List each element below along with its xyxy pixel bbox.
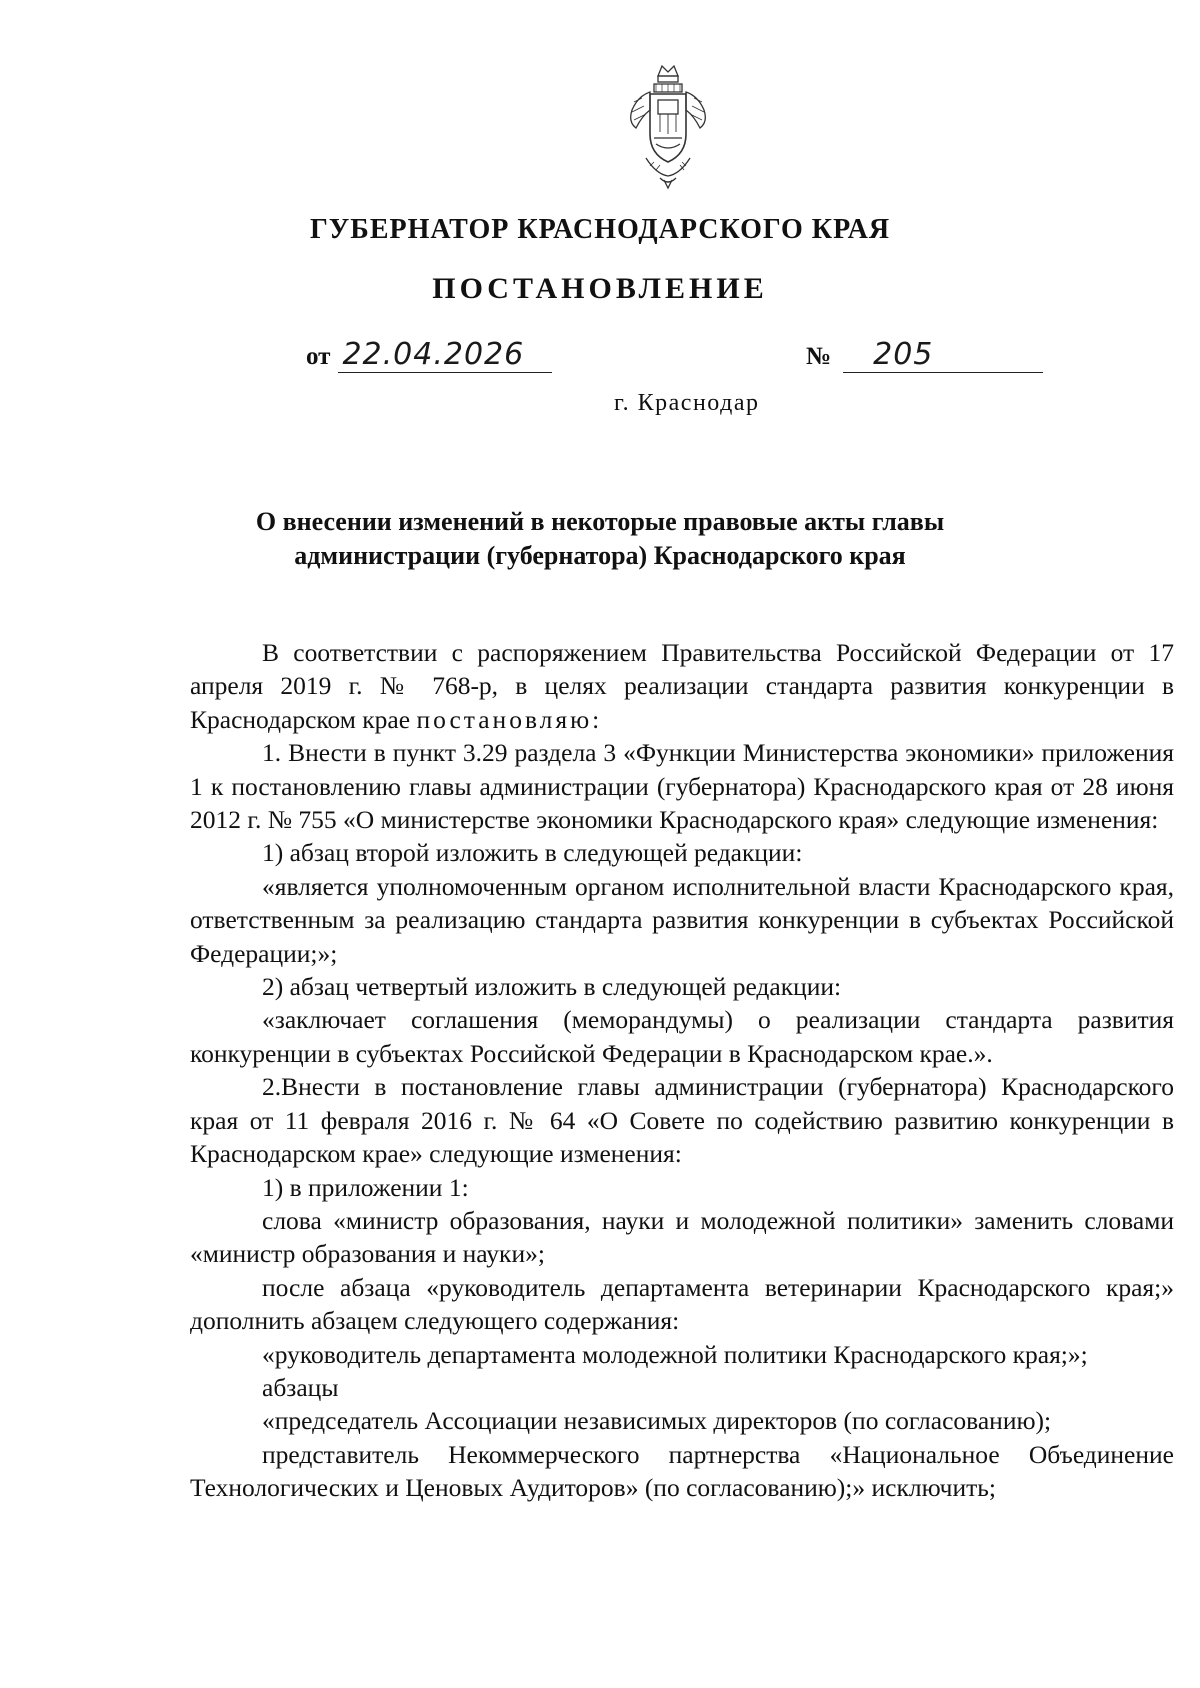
city: г. Краснодар	[614, 390, 760, 416]
subject-line-1: О внесении изменений в некоторые правовые акты главы	[255, 507, 945, 536]
paragraph: после абзаца «руководитель департамента ветеринарии Краснодарского края;» дополнить абзацем следующего содержания:	[190, 1272, 1174, 1336]
date-value: 22.04.2026	[338, 338, 552, 373]
paragraph: «председатель Ассоциации независимых директоров (по согласованию);	[262, 1406, 1052, 1436]
coat-of-arms-icon	[620, 62, 716, 190]
number-value: 205	[843, 338, 1043, 373]
paragraph: «является уполномоченным органом исполнительной власти Краснодарского края, ответственным за реализацию стандарта развития конкуренции в субъектах Российской Федерации;»;	[190, 871, 1174, 968]
subject-line-2: администрации (губернатора) Краснодарского края	[294, 541, 906, 570]
paragraph: 1) абзац второй изложить в следующей редакции:	[262, 838, 803, 868]
document-subject	[0, 505, 1200, 573]
paragraph: абзацы	[262, 1372, 339, 1402]
date-label: от	[306, 343, 331, 370]
document-body	[190, 636, 1174, 1505]
paragraph: 2) абзац четвертый изложить в следующей редакции:	[262, 972, 842, 1002]
preamble-text: В соответствии с распоряжением Правительства Российской Федерации от 17 апреля 2019 г. № 768-р, в целях реализации стандарта развития конкуренции в Краснодарском крае	[190, 638, 1174, 734]
decree-word: постановляю:	[416, 704, 603, 734]
org-title: ГУБЕРНАТОР КРАСНОДАРСКОГО КРАЯ	[309, 214, 891, 245]
paragraph-preamble	[190, 636, 1174, 736]
number-label: №	[806, 343, 832, 370]
document-type: ПОСТАНОВЛЕНИЕ	[432, 272, 768, 305]
paragraph: 1) в приложении 1:	[262, 1172, 469, 1202]
paragraph: 2.Внести в постановление главы администрации (губернатора) Краснодарского края от 11 февраля 2016 г. № 64 «О Совете по содействию развитию конкуренции в Краснодарском крае» следующие изменения:	[190, 1072, 1174, 1169]
paragraph: представитель Некоммерческого партнерства «Национальное Объединение Технологических и Ценовых Аудиторов» (по согласованию);» исключить;	[190, 1439, 1174, 1503]
paragraph: 1. Внести в пункт 3.29 раздела 3 «Функции Министерства экономики» приложения 1 к постановлению главы администрации (губернатора) Краснодарского края от 28 июня 2012 г. № 755 «О министерстве экономики Краснодарского края» следующие изменения:	[190, 738, 1174, 835]
document-number	[806, 338, 1043, 373]
paragraph: слова «министр образования, науки и молодежной политики» заменить словами «министр образования и науки»;	[190, 1205, 1174, 1269]
paragraph: «руководитель департамента молодежной политики Краснодарского края;»;	[262, 1339, 1088, 1369]
paragraph: «заключает соглашения (меморандумы) о реализации стандарта развития конкуренции в субъектах Российской Федерации в Краснодарском крае.».	[190, 1005, 1174, 1068]
document-date	[306, 338, 552, 373]
